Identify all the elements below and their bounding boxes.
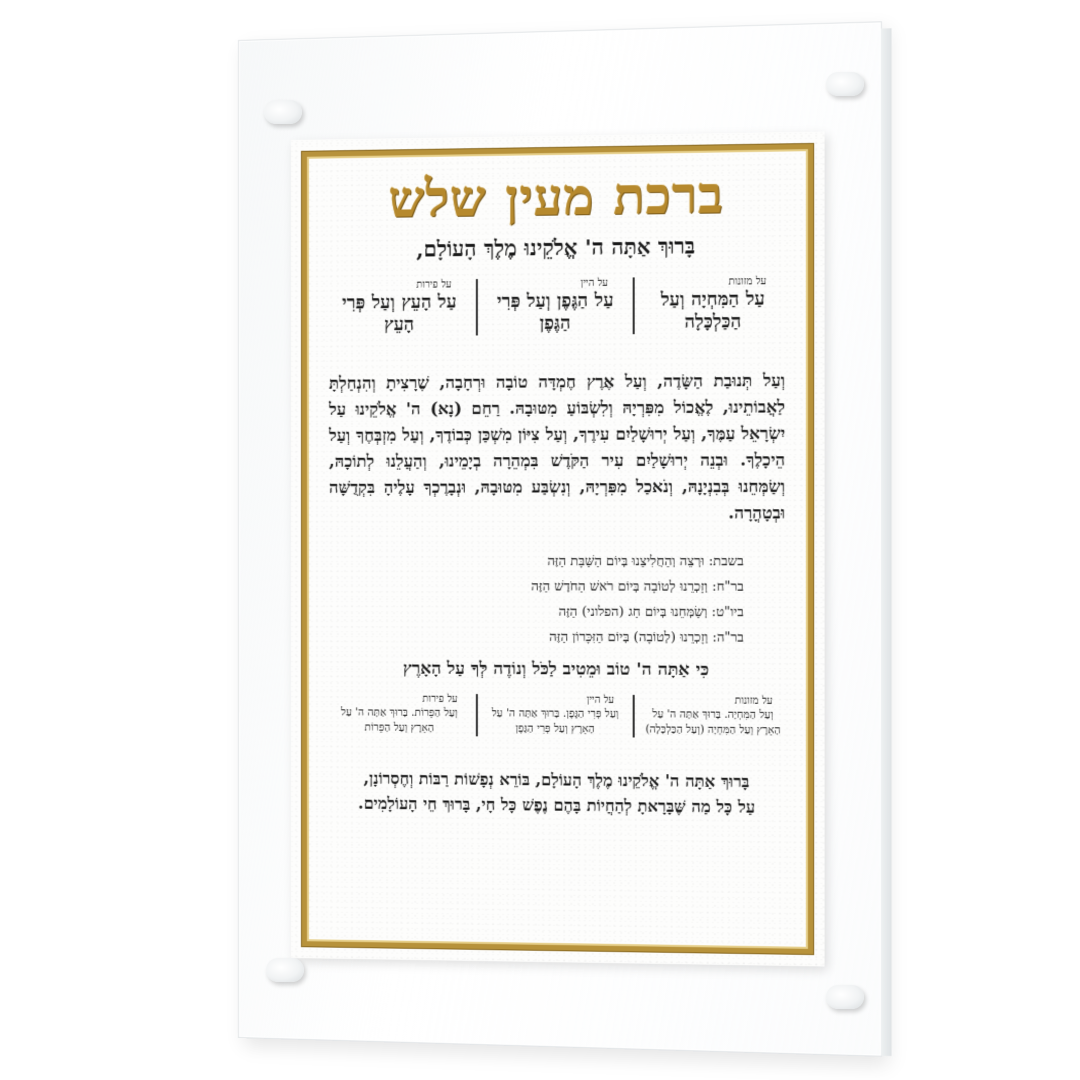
variant-column-mezonot xyxy=(635,276,792,334)
variant-column-fruit xyxy=(323,279,478,337)
gold-frame xyxy=(302,144,813,954)
insertion-rosh-chodesh: בר"ח: וְזָכְרֵנוּ לְטוֹבָה בְּיוֹם רֹאשׁ הַחֹדֶשׁ הַזֶּה xyxy=(531,579,744,595)
closing-label: על מזונות xyxy=(734,695,773,707)
variant-columns xyxy=(323,276,791,337)
variant-text: עַל הָעֵץ וְעַל פְּרִי הָעֵץ xyxy=(342,291,457,336)
variant-column-wine xyxy=(478,277,635,335)
closing-text: וְעַל פְּרִי הַגֶּפֶן. בָּרוּךְ אַתָּה ה' עַל הָאָרֶץ וְעַל פְּרִי הַגָּפֶן xyxy=(491,707,619,736)
variant-text: עַל הַגֶּפֶן וְעַל פְּרִי הַגֶּפֶן xyxy=(496,289,614,334)
closing-line: כִּי אַתָּה ה' טוֹב וּמֵטִיב לַכֹּל וְנוֹדֶה לְּךָ עַל הָאָרֶץ xyxy=(403,658,709,681)
insertion-yom-tov: ביו"ט: וְשַׂמְּחֵנוּ בְּיוֹם חַג (הפלוני) הַזֶּה xyxy=(558,604,744,621)
closing-text: וְעַל הַפֵּרוֹת. בָּרוּךְ אַתָּה ה' עַל הָאָרֶץ וְעַל הַפֵּרוֹת xyxy=(340,706,458,735)
variant-label: על מזונות xyxy=(728,276,767,288)
variant-text: עַל הַמִּחְיָה וְעַל הַכַּלְכָּלָה xyxy=(660,288,765,333)
closing-column-fruit xyxy=(323,693,478,736)
insertion-rosh-hashana: בר"ה: וְזָכְרֵנוּ (לְטוֹבָה) בְּיוֹם הַזִּכָּרוֹן הַזֶּה xyxy=(549,629,744,646)
borei-nefashot xyxy=(327,765,787,820)
closing-text: וְעַל הַמִּחְיָה. בָּרוּךְ אַתָּה ה' עַל הָאָרֶץ וְעַל הַמִּחְיָה (וְעַל הַכַּלְכָּלָה) xyxy=(645,708,781,737)
blessing-plaque xyxy=(291,132,825,967)
acrylic-edge xyxy=(881,28,892,1056)
standoff-bottom-left xyxy=(266,958,304,982)
closing-column-wine xyxy=(478,694,635,737)
main-paragraph: וְעַל תְּנוּבַת הַשָּׂדֶה, וְעַל אֶרֶץ חֶמְדָּה טוֹבָה וּרְחָבָה, שֶׁרָצִיתָ וְהִנְחַלְתָּ לַאֲבוֹתֵינוּ, לֶאֱכוֹל מִפִּרְיָהּ וְלִשְׂבּוֹעַ מִטּוּבָהּ. רַחֵם (נָא) ה' אֱלֹקֵינוּ עַל יִשְׂרָאֵל עַמֶּךָ, וְעַל יְרוּשָׁלַיִם עִירֶךָ, וְעַל צִיּוֹן מִשְׁכַּן כְּבוֹדֶךָ, וְעַל מִזְבְּחֶךָ וְעַל הֵיכָלֶךָ. וּבְנֵה יְרוּשָׁלַיִם עִיר הַקֹּדֶשׁ בִּמְהֵרָה בְיָמֵינוּ, וְהַעֲלֵנוּ לְתוֹכָהּ, וְשַׂמְּחֵנוּ בְּבִנְיָנָהּ, וְנֹאכַל מִפִּרְיָהּ, וְנִשְׂבַּע מִטּוּבָהּ, וּנְבָרֶכְךָ עָלֶיהָ בִּקְדֻשָּׁה וּבְטָהֳרָה. xyxy=(328,370,786,523)
closing-label: על פירות xyxy=(422,693,458,706)
holiday-insertions xyxy=(307,549,744,651)
variant-label: על היין xyxy=(580,277,609,290)
standoff-bottom-right xyxy=(826,985,864,1009)
plaque-title: ברכת מעין שלש xyxy=(388,164,724,229)
standoff-top-right xyxy=(826,72,864,96)
variant-label: על פירות xyxy=(416,279,452,291)
opening-line: בָּרוּךְ אַתָּה ה' אֱלֹקֵינוּ מֶלֶךְ הָעוֹלָם, xyxy=(416,233,696,262)
borei-nefashot-line-1: בָּרוּךְ אַתָּה ה' אֱלֹקֵינוּ מֶלֶךְ הָעוֹלָם, בּוֹרֵא נְפָשׁוֹת רַבּוֹת וְחֶסְרוֹנָן, xyxy=(363,768,750,792)
borei-nefashot-line-2: עַל כָּל מַה שֶּׁבָּרָאתָ לְהַחֲיוֹת בָּהֶם נֶפֶשׁ כָּל חָי, בָּרוּךְ חֵי הָעוֹלָמִים. xyxy=(358,793,756,817)
closing-variant-columns xyxy=(323,693,791,738)
insertion-shabbat: בשבת: וּרְצֵה וְהַחֲלִיצֵנוּ בְּיוֹם הַשַּׁבָּת הַזֶּה xyxy=(547,554,744,570)
standoff-top-left xyxy=(264,100,302,124)
closing-label: על היין xyxy=(586,694,615,706)
closing-column-mezonot xyxy=(635,695,792,739)
